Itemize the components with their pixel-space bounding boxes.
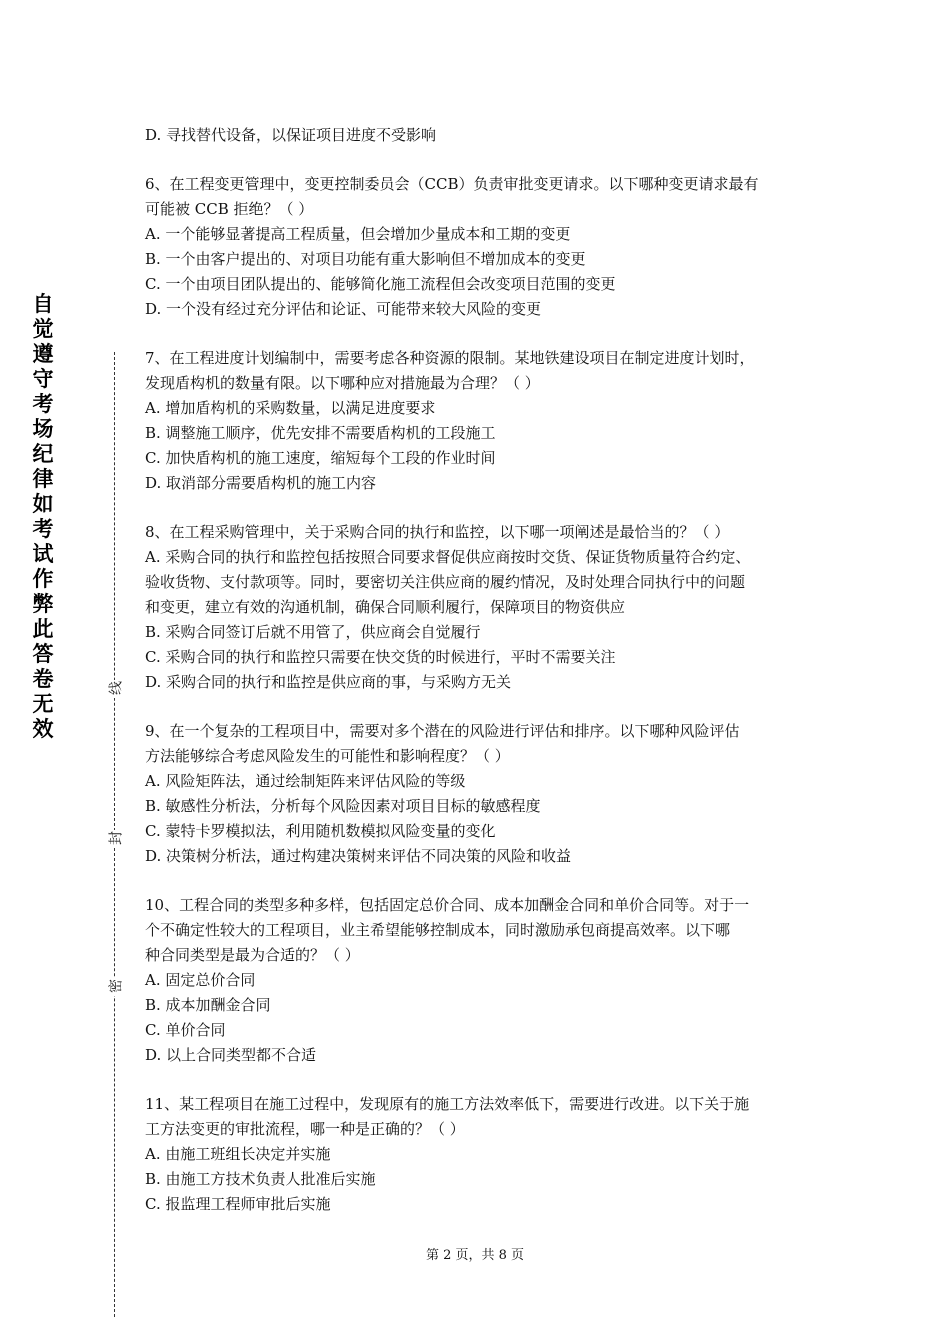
binding-mark-line: 线 — [104, 680, 126, 698]
question-text-line: 10、工程合同的类型多种多样，包括固定总价合同、成本加酬金合同和单价合同等。对于一 — [145, 896, 750, 914]
question-text-line: A. 一个能够显著提高工程质量，但会增加少量成本和工期的变更 — [145, 225, 571, 243]
binding-mark-seal: 封 — [104, 830, 126, 848]
question-block — [145, 520, 815, 695]
question-text-line: D. 取消部分需要盾构机的施工内容 — [145, 474, 377, 492]
question-text-line: 11、某工程项目在施工过程中，发现原有的施工方法效率低下，需要进行改进。以下关于施 — [145, 1095, 750, 1113]
question-text-line: C. 加快盾构机的施工速度，缩短每个工段的作业时间 — [145, 449, 496, 467]
question-block — [145, 123, 815, 148]
question-text-line: A. 固定总价合同 — [145, 971, 256, 989]
question-text-line: D. 一个没有经过充分评估和论证、可能带来较大风险的变更 — [145, 300, 542, 318]
question-text-line: 可能被 CCB 拒绝？（ ） — [145, 200, 314, 218]
question-text-line: 9、在一个复杂的工程项目中，需要对多个潜在的风险进行评估和排序。以下哪种风险评估 — [145, 722, 740, 740]
question-text-line: 发现盾构机的数量有限。以下哪种应对措施最为合理？（ ） — [145, 374, 540, 392]
question-text-line: A. 采购合同的执行和监控包括按照合同要求督促供应商按时交货、保证货物质量符合约定、 — [145, 548, 751, 566]
question-text-line: 6、在工程变更管理中，变更控制委员会（CCB）负责审批变更请求。以下哪种变更请求最有 — [145, 175, 759, 193]
question-block — [145, 1092, 815, 1217]
binding-mark-secret: 密 — [104, 978, 126, 996]
question-block — [145, 719, 815, 869]
question-text-line: B. 调整施工顺序，优先安排不需要盾构机的工段施工 — [145, 424, 496, 442]
question-text-line: D. 寻找替代设备，以保证项目进度不受影响 — [145, 126, 437, 144]
question-text-line: D. 采购合同的执行和监控是供应商的事，与采购方无关 — [145, 673, 512, 691]
question-text-line: C. 一个由项目团队提出的、能够简化施工流程但会改变项目范围的变更 — [145, 275, 616, 293]
question-text-line: 方法能够综合考虑风险发生的可能性和影响程度？（ ） — [145, 747, 510, 765]
question-text-line: 7、在工程进度计划编制中，需要考虑各种资源的限制。某地铁建设项目在制定进度计划时， — [145, 349, 755, 367]
question-text-line: B. 一个由客户提出的、对项目功能有重大影响但不增加成本的变更 — [145, 250, 586, 268]
question-text-line: B. 采购合同签订后就不用管了，供应商会自觉履行 — [145, 623, 481, 641]
question-text-line: D. 决策树分析法，通过构建决策树来评估不同决策的风险和收益 — [145, 847, 572, 865]
page-number: 第 2 页，共 8 页 — [425, 1248, 525, 1263]
question-text-line: B. 敏感性分析法，分析每个风险因素对项目目标的敏感程度 — [145, 797, 541, 815]
exam-discipline-warning: 自觉遵守考场纪律如考试作弊此答卷无效 — [32, 292, 54, 741]
question-text-line: A. 由施工班组长决定并实施 — [145, 1145, 331, 1163]
question-text-line: 8、在工程采购管理中，关于采购合同的执行和监控，以下哪一项阐述是最恰当的？（ ） — [145, 523, 730, 541]
question-block — [145, 172, 815, 322]
question-text-line: C. 蒙特卡罗模拟法，利用随机数模拟风险变量的变化 — [145, 822, 496, 840]
question-text-line: B. 由施工方技术负责人批准后实施 — [145, 1170, 376, 1188]
question-text-line: 验收货物、支付款项等。同时，要密切关注供应商的履约情况，及时处理合同执行中的问题 — [145, 573, 746, 591]
question-gap — [145, 496, 815, 520]
question-text-line: 种合同类型是最为合适的？（ ） — [145, 946, 360, 964]
question-text-line: B. 成本加酬金合同 — [145, 996, 271, 1014]
question-text-line: A. 风险矩阵法，通过绘制矩阵来评估风险的等级 — [145, 772, 466, 790]
question-gap — [145, 148, 815, 172]
question-gap — [145, 869, 815, 893]
question-gap — [145, 695, 815, 719]
question-list — [145, 123, 815, 1217]
question-gap — [145, 1068, 815, 1092]
question-text-line: C. 采购合同的执行和监控只需要在快交货的时候进行，平时不需要关注 — [145, 648, 616, 666]
question-block — [145, 893, 815, 1068]
question-text-line: 工方法变更的审批流程，哪一种是正确的？（ ） — [145, 1120, 465, 1138]
question-text-line: A. 增加盾构机的采购数量，以满足进度要求 — [145, 399, 436, 417]
question-text-line: 和变更，建立有效的沟通机制，确保合同顺利履行，保障项目的物资供应 — [145, 598, 626, 616]
question-text-line: 个不确定性较大的工程项目，业主希望能够控制成本，同时激励承包商提高效率。以下哪 — [145, 921, 731, 939]
question-text-line: D. 以上合同类型都不合适 — [145, 1046, 317, 1064]
question-block — [145, 346, 815, 496]
question-text-line: C. 单价合同 — [145, 1021, 226, 1039]
question-gap — [145, 322, 815, 346]
question-text-line: C. 报监理工程师审批后实施 — [145, 1195, 331, 1213]
